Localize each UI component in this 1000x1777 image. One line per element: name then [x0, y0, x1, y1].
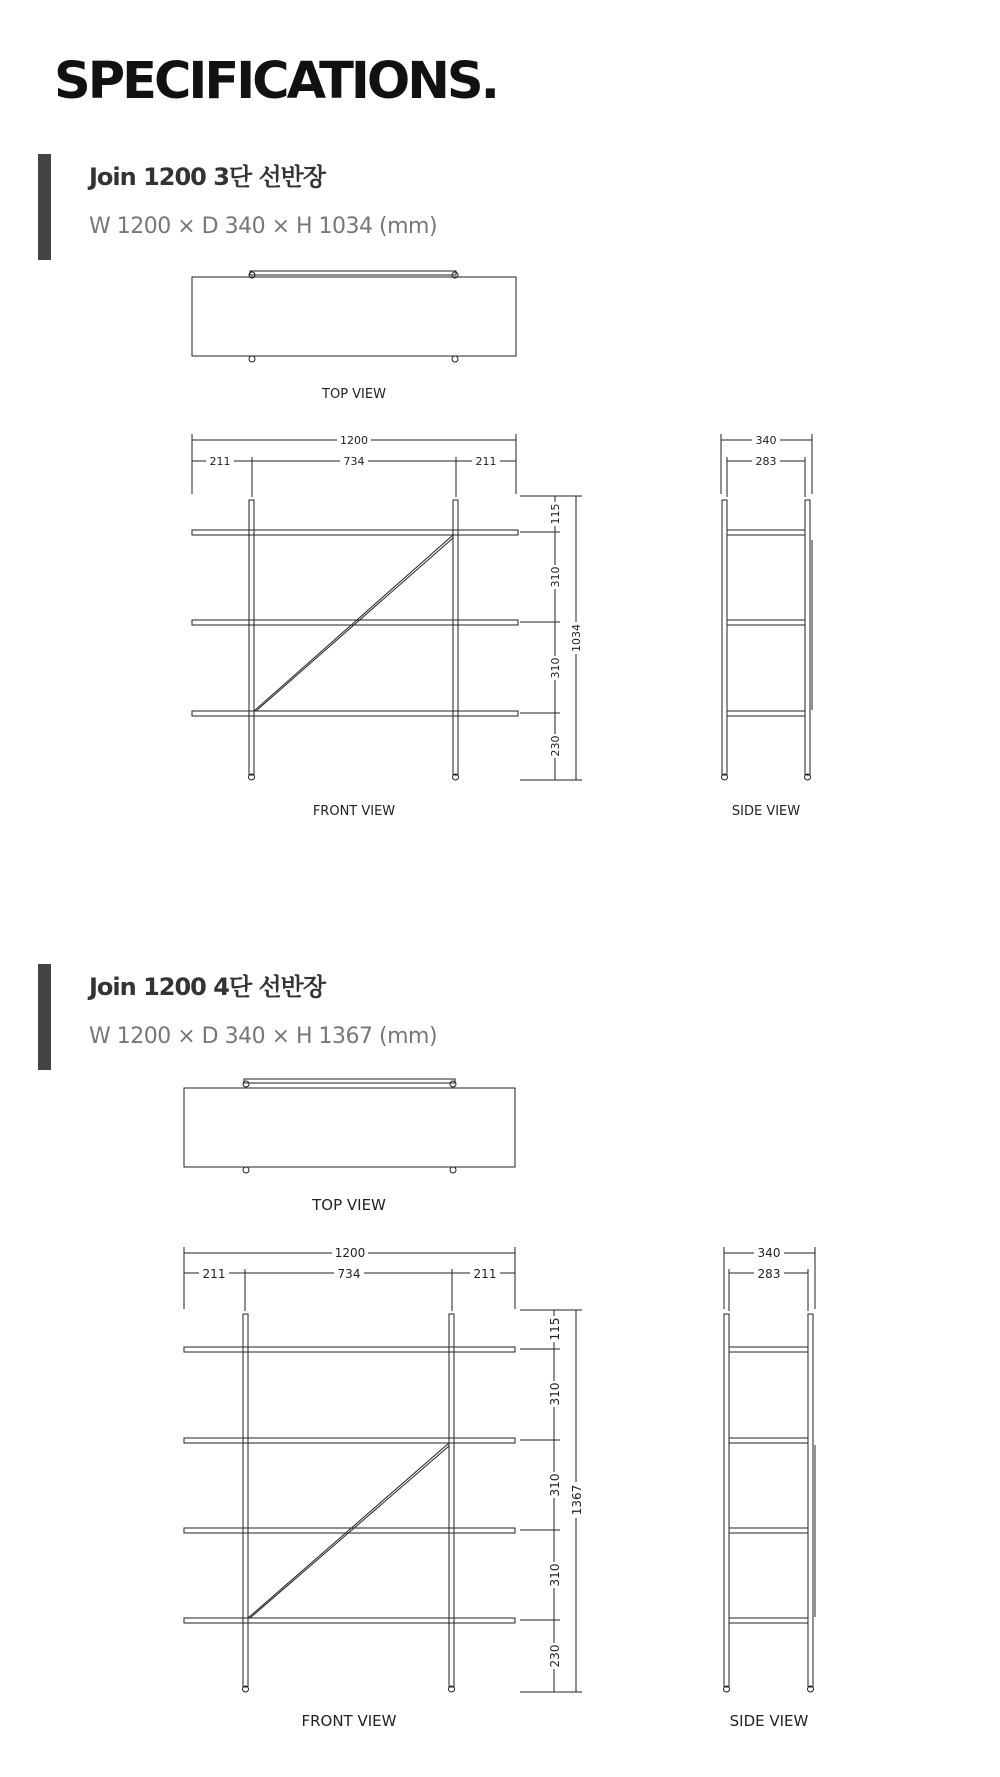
page-title: SPECIFICATIONS.: [54, 52, 498, 111]
side-view-label: SIDE VIEW: [731, 804, 801, 819]
dim-height-segment: 115: [549, 503, 562, 525]
product-2-drawing: [0, 1070, 1000, 1770]
dim-total-height: 1034: [570, 624, 583, 652]
dim-height-segment: 230: [549, 735, 562, 757]
dim-right-offset: 211: [473, 1267, 497, 1281]
top-view-label: TOP VIEW: [322, 387, 386, 402]
dim-total-height: 1367: [570, 1484, 584, 1516]
dim-side-inner-depth: 283: [755, 455, 777, 468]
front-view: [184, 1247, 582, 1692]
top-view: [184, 1079, 515, 1173]
dim-height-segment: 310: [549, 657, 562, 679]
dim-height-segment: 115: [548, 1317, 562, 1341]
side-view: [724, 1247, 816, 1692]
dim-left-offset: 211: [202, 1267, 226, 1281]
product-name: Join 1200 3단 선반장: [89, 163, 326, 191]
dim-height-segment: 310: [548, 1563, 562, 1587]
dim-side-inner-depth: 283: [757, 1267, 781, 1281]
section-accent-bar: [38, 964, 51, 1070]
dim-left-offset: 211: [209, 455, 231, 468]
product-name: Join 1200 4단 선반장: [89, 973, 326, 1001]
product-dimensions: W 1200 × D 340 × H 1034 (mm): [89, 214, 438, 239]
dim-height-segment: 310: [548, 1473, 562, 1497]
dim-side-depth: 340: [755, 434, 777, 447]
dim-center-span: 734: [337, 1267, 361, 1281]
section-accent-bar: [38, 154, 51, 260]
top-view-label: TOP VIEW: [312, 1196, 386, 1214]
front-view-label: FRONT VIEW: [301, 1712, 397, 1730]
dim-total-width: 1200: [340, 434, 368, 447]
front-view: [192, 434, 582, 780]
dim-center-span: 734: [343, 455, 365, 468]
dim-height-segment: 310: [548, 1382, 562, 1406]
side-view: [721, 434, 812, 780]
front-view-label: FRONT VIEW: [312, 804, 396, 819]
dim-total-width: 1200: [334, 1246, 366, 1260]
side-view-label: SIDE VIEW: [729, 1712, 809, 1730]
dim-side-depth: 340: [757, 1246, 781, 1260]
product-dimensions: W 1200 × D 340 × H 1367 (mm): [89, 1024, 438, 1049]
dim-height-segment: 310: [549, 566, 562, 588]
top-view: [192, 271, 516, 362]
dim-right-offset: 211: [475, 455, 497, 468]
product-1-drawing: [0, 265, 1000, 835]
dim-height-segment: 230: [548, 1644, 562, 1668]
